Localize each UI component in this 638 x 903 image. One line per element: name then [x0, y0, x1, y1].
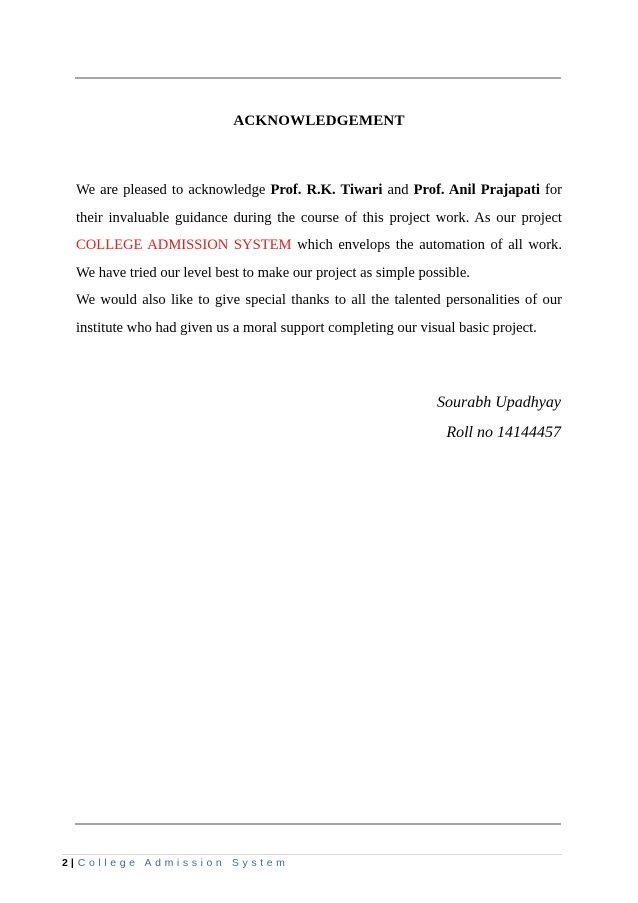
author-name: Sourabh Upadhyay	[437, 394, 561, 411]
header-rule	[75, 77, 561, 79]
text-segment: and	[382, 182, 414, 198]
page-title: ACKNOWLEDGEMENT	[233, 113, 405, 129]
text-segment: for their invaluable guidance during the course of this project work. As our project	[76, 182, 562, 226]
paragraph-1	[76, 177, 562, 287]
professor-name-2: Prof. Anil Prajapati	[413, 182, 540, 198]
text-segment: which envelops the automation of all work. We have tried our level best to make our project as simple possible.	[76, 237, 563, 281]
project-name: COLLEGE ADMISSION SYSTEM	[76, 237, 292, 253]
footer-divider	[62, 854, 562, 855]
footer-separator: |	[70, 857, 74, 869]
acknowledgement-body	[76, 177, 562, 342]
signature-block	[437, 388, 561, 448]
footer-document-title: College Admission System	[77, 857, 289, 869]
paragraph-2: We would also like to give special thanks to all the talented personalities of our institute who had given us a moral support completing our visual basic project.	[76, 292, 562, 336]
footer-rule	[75, 823, 561, 825]
page-footer	[62, 857, 289, 869]
text-segment: We are pleased to acknowledge	[76, 182, 271, 198]
professor-name-1: Prof. R.K. Tiwari	[270, 182, 383, 198]
roll-number: Roll no 14144457	[446, 424, 561, 441]
page-number: 2	[62, 857, 68, 869]
